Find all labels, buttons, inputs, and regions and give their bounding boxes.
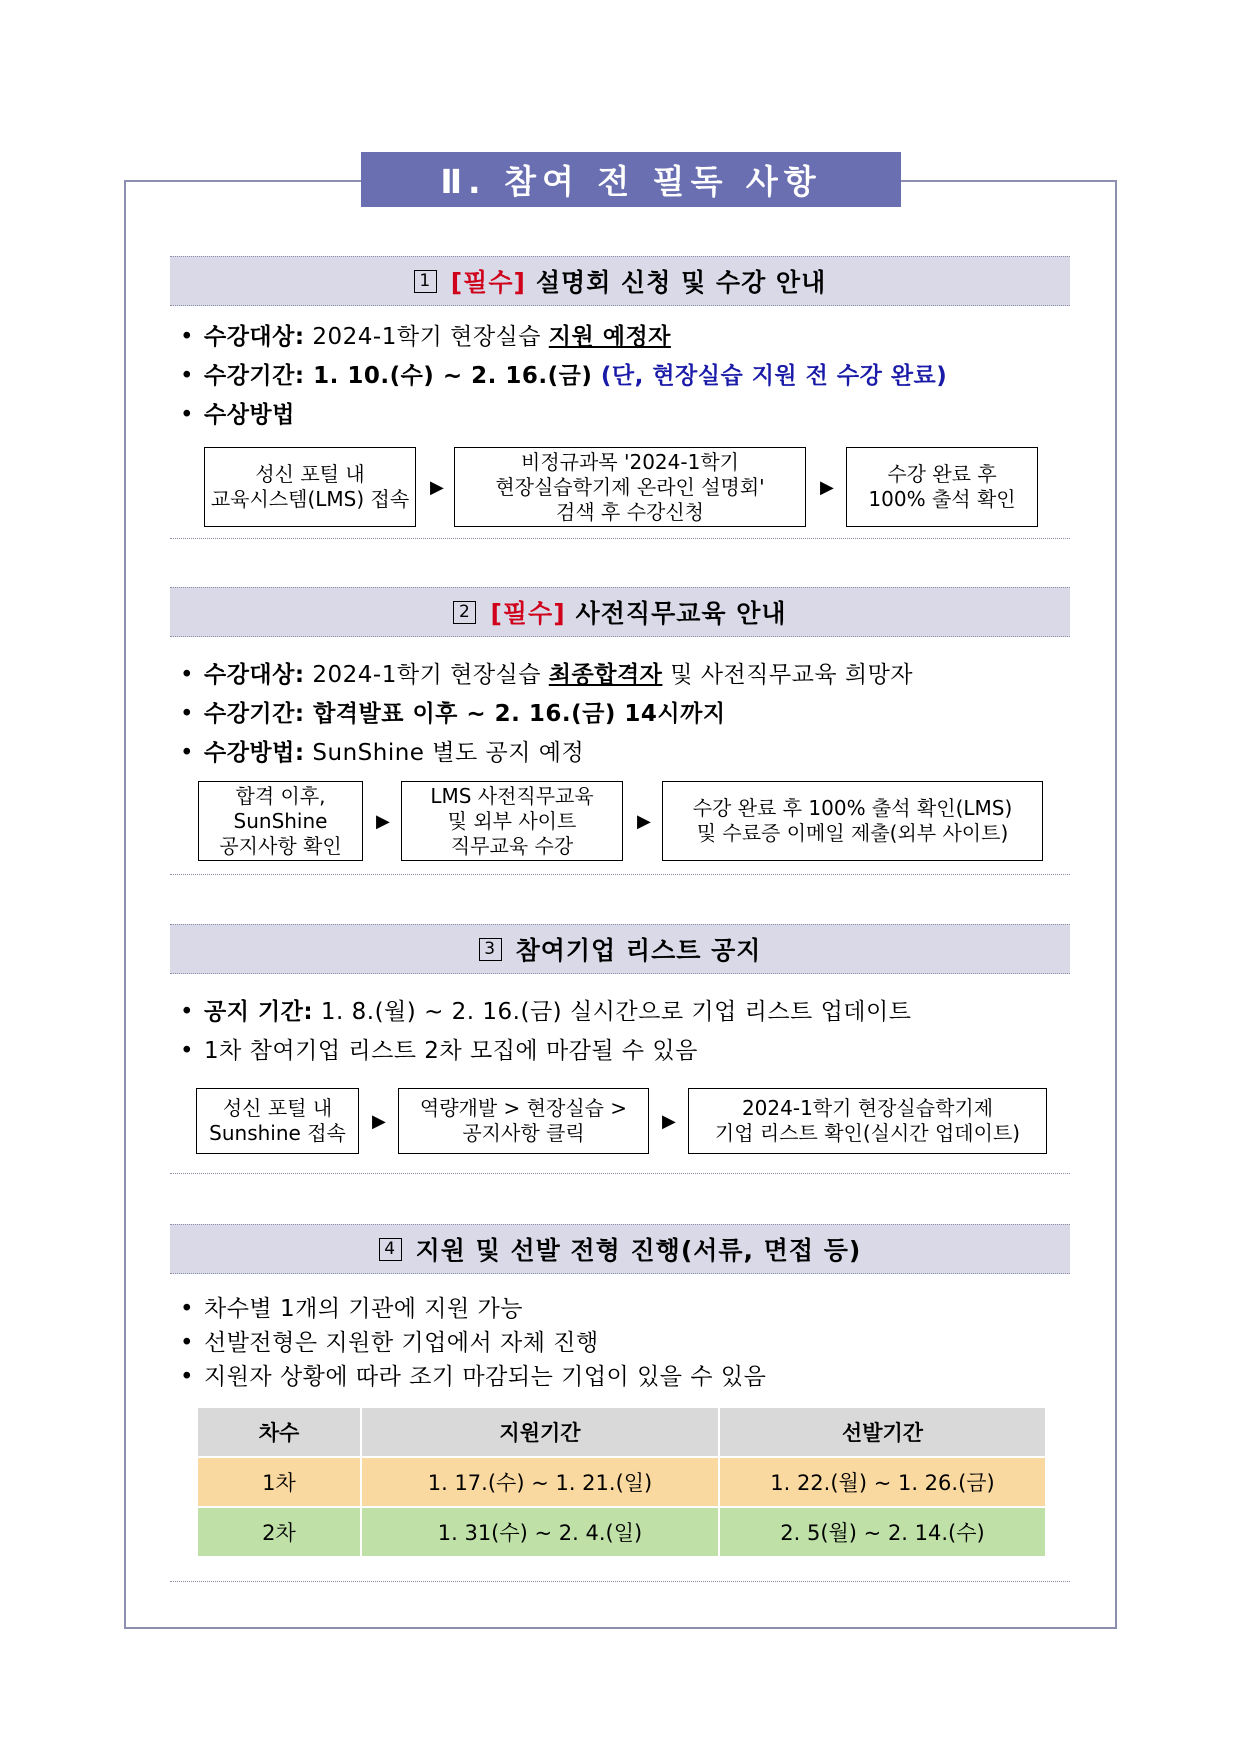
list-item: • 지원자 상황에 따라 조기 마감되는 기업이 있을 수 있음: [180, 1360, 766, 1394]
list-item: • 수강대상: 2024-1학기 현장실습 최종합격자 및 사전직무교육 희망자: [180, 656, 913, 695]
table-row: [197, 1457, 1046, 1507]
step-box: 성신 포털 내 교육시스템(LMS) 접속: [204, 447, 416, 527]
section-number: 4: [379, 1238, 402, 1261]
list-item: • 선발전형은 지원한 기업에서 자체 진행: [180, 1326, 766, 1360]
step-box: 수강 완료 후 100% 출석 확인: [846, 447, 1038, 527]
table-cell: 1. 17.(수) ~ 1. 21.(일): [361, 1457, 719, 1507]
step-box: 역량개발 > 현장실습 > 공지사항 클릭: [398, 1088, 649, 1154]
page-title: Ⅱ. 참여 전 필독 사항: [361, 152, 901, 207]
section-3-header: [170, 924, 1070, 974]
section-1-bullets: [180, 318, 947, 435]
section-number: 2: [453, 601, 476, 624]
section-number: 3: [479, 938, 502, 961]
table-header-row: [197, 1407, 1046, 1457]
list-item: • 수강기간: 합격발표 이후 ~ 2. 16.(금) 14시까지: [180, 695, 913, 734]
step-box: LMS 사전직무교육 및 외부 사이트 직무교육 수강: [401, 781, 623, 861]
arrow-icon: ▶: [372, 1111, 386, 1132]
list-item: • 수강대상: 2024-1학기 현장실습 지원 예정자: [180, 318, 947, 357]
table-header: 차수: [197, 1407, 361, 1457]
table-header: 선발기간: [719, 1407, 1046, 1457]
table-cell: 1차: [197, 1457, 361, 1507]
list-item: • 공지 기간: 1. 8.(월) ~ 2. 16.(금) 실시간으로 기업 리스트 업데이트: [180, 993, 911, 1032]
section-number: 1: [414, 270, 437, 293]
step-box: 성신 포털 내 Sunshine 접속: [196, 1088, 359, 1154]
section-3-bullets: [180, 993, 911, 1071]
section-2-bullets: [180, 656, 913, 773]
step-box: 비정규과목 '2024-1학기 현장실습학기제 온라인 설명회' 검색 후 수강신청: [454, 447, 806, 527]
arrow-icon: ▶: [430, 477, 444, 498]
table-cell: 2. 5(월) ~ 2. 14.(수): [719, 1507, 1046, 1557]
list-item: • 수강기간: 1. 10.(수) ~ 2. 16.(금) (단, 현장실습 지원 전 수강 완료): [180, 357, 947, 396]
list-item: • 차수별 1개의 기관에 지원 가능: [180, 1292, 766, 1326]
list-item: • 1차 참여기업 리스트 2차 모집에 마감될 수 있음: [180, 1032, 911, 1071]
arrow-icon: ▶: [637, 811, 651, 832]
section-4-header: [170, 1224, 1070, 1274]
arrow-icon: ▶: [662, 1111, 676, 1132]
arrow-icon: ▶: [376, 811, 390, 832]
step-box: 2024-1학기 현장실습학기제 기업 리스트 확인(실시간 업데이트): [688, 1088, 1047, 1154]
list-item: • 수상방법: [180, 396, 947, 435]
table-header: 지원기간: [361, 1407, 719, 1457]
section-title: 설명회 신청 및 수강 안내: [535, 268, 827, 297]
divider: [170, 1581, 1070, 1582]
arrow-icon: ▶: [820, 477, 834, 498]
section-title: 지원 및 선발 전형 진행(서류, 면접 등): [415, 1236, 862, 1265]
schedule-table: [196, 1406, 1047, 1558]
section-1-header: [170, 256, 1070, 306]
table-row: [197, 1507, 1046, 1557]
divider: [170, 874, 1070, 875]
section-4-bullets: [180, 1292, 766, 1394]
divider: [170, 538, 1070, 539]
section-2-header: [170, 587, 1070, 637]
step-box: 합격 이후, SunShine 공지사항 확인: [198, 781, 363, 861]
step-box: 수강 완료 후 100% 출석 확인(LMS) 및 수료증 이메일 제출(외부 사이트): [662, 781, 1043, 861]
divider: [170, 1173, 1070, 1174]
table-cell: 2차: [197, 1507, 361, 1557]
required-tag: [필수]: [490, 599, 566, 628]
section-title: 참여기업 리스트 공지: [515, 936, 762, 965]
section-title: 사전직무교육 안내: [575, 599, 787, 628]
required-tag: [필수]: [450, 268, 526, 297]
table-cell: 1. 31(수) ~ 2. 4.(일): [361, 1507, 719, 1557]
list-item: • 수강방법: SunShine 별도 공지 예정: [180, 734, 913, 773]
table-cell: 1. 22.(월) ~ 1. 26.(금): [719, 1457, 1046, 1507]
